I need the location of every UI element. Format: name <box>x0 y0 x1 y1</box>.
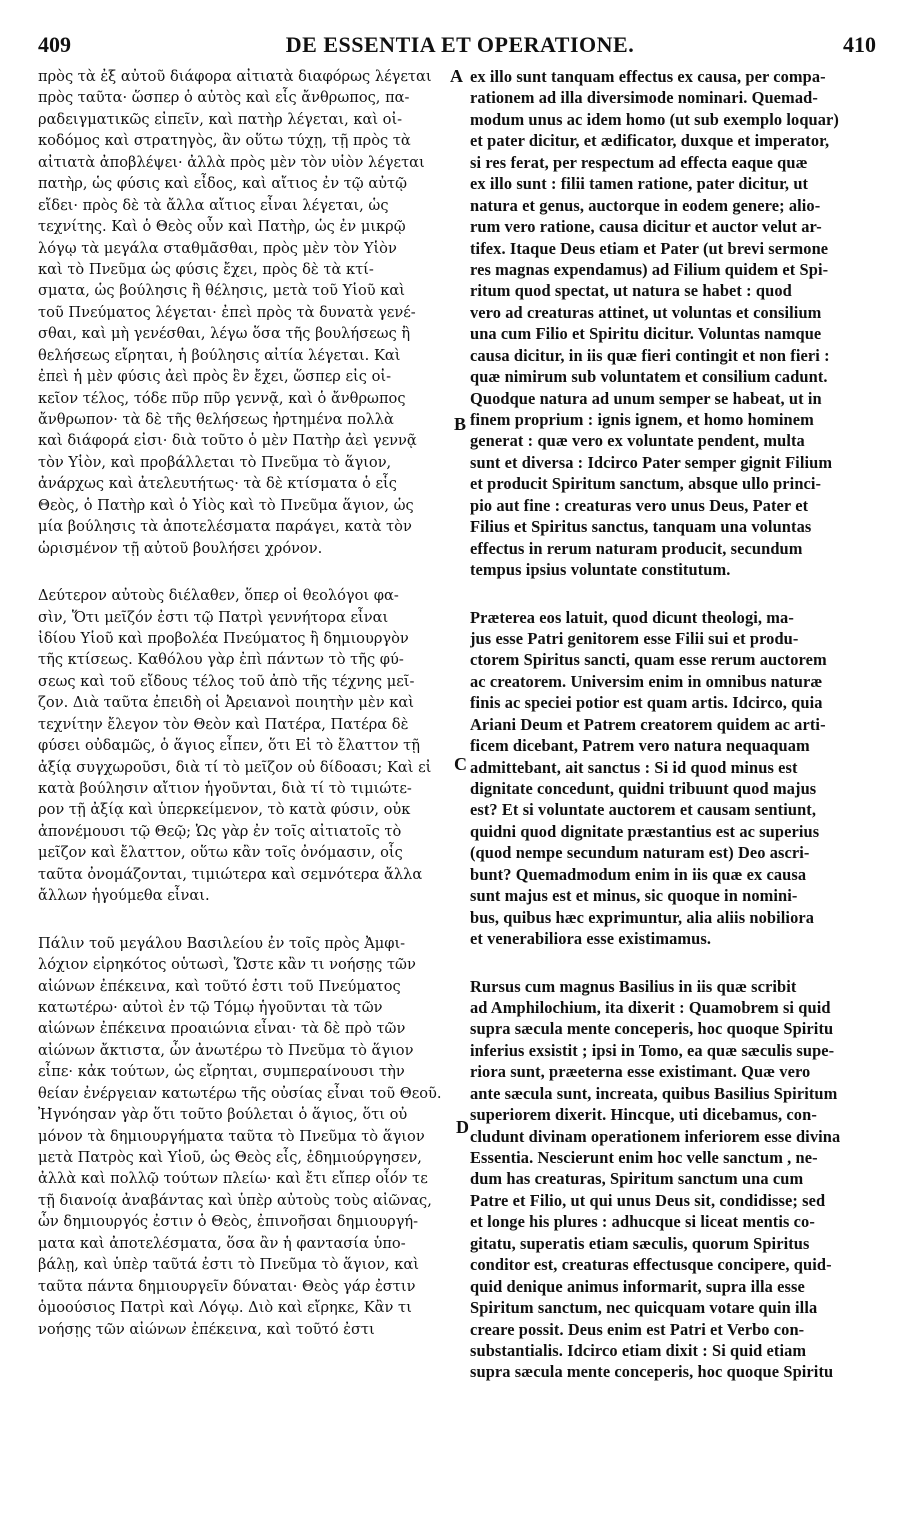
section-marker-d: D <box>456 1117 469 1137</box>
latin-text-line: sunt et diversa : Idcirco Pater semper gignit Filium <box>470 452 833 472</box>
greek-text-line: ὧν δημιουργός ἐστιν ὁ Θεὸς, ἐπινοῆσαι δημιουργή- <box>38 1213 419 1231</box>
latin-text-line: gitatu, superatis etiam sæculis, quorum Spiritus <box>470 1233 810 1253</box>
greek-text-line: Θεὸς, ὁ Πατὴρ καὶ ὁ Υἱὸς καὶ τὸ Πνεῦμα ἅγιον, ὡς <box>38 496 414 514</box>
greek-text-line: ἀξίᾳ συγχωροῦσι, διὰ τί τὸ μεῖζον οὐ δίδοασι; Καὶ εἰ <box>38 758 432 776</box>
greek-text-line: κατωτέρω· αὐτοὶ ἐν τῷ Τόμῳ ἡγοῦνται τὰ τῶν <box>38 998 383 1016</box>
latin-text-line: et producit Spiritum sanctum, absque ullo princi- <box>470 474 822 494</box>
latin-text-line: ad Amphilochium, ita dixerit : Quamobrem si quid <box>470 997 831 1017</box>
latin-text-line: generat : quæ vero ex voluntate pendent, multa <box>470 431 805 451</box>
latin-paragraph <box>470 976 882 1383</box>
greek-paragraph <box>38 66 456 559</box>
greek-text-line: θελήσεως εἴρηται, ἡ βούλησις αἰτία λέγεται. Καὶ <box>38 346 401 364</box>
greek-text-line: καὶ τὸ Πνεῦμα ὡς φύσις ἔχει, πρὸς δὲ τὰ κτί- <box>38 260 374 278</box>
latin-text-line: quidni quod dignitate præstantius est ac superius <box>470 821 820 841</box>
greek-text-line: ἰδίου Υἱοῦ καὶ προβολέα Πνεύματος ἢ δημιουργὸν <box>38 629 409 647</box>
greek-text-line: τοῦ Πνεύματος λέγεται· ἐπεὶ πρὸς τὰ δυνατὰ γενέ- <box>38 303 416 321</box>
greek-text-line: κεῖον τέλος, τόδε πῦρ πῦρ γεννᾷ, καὶ ὁ ἄνθρωπος <box>38 389 406 407</box>
greek-text-line: Ἠγνόησαν γὰρ ὅτι τοῦτο βούλεται ὁ ἅγιος, ὅτι οὐ <box>38 1106 408 1124</box>
section-marker-a: A <box>450 66 463 86</box>
greek-text-line: ἐπεὶ ἡ μὲν φύσις ἀεὶ πρὸς ἓν ἔχει, ὥσπερ εἰς οἰ- <box>38 368 392 386</box>
latin-text-line: ritum quod spectat, ut natura se habet : quod <box>470 281 792 301</box>
greek-text-line: ραδειγματικῶς εἰπεῖν, καὶ πατὴρ λέγεται, καὶ οἰ- <box>38 110 403 128</box>
greek-text-line: Δεύτερον αὐτοὺς διέλαθεν, ὅπερ οἱ θεολόγοι φα- <box>38 587 399 605</box>
latin-text-line: quæ nimirum sub voluntatem et consilium cadunt. <box>470 367 828 387</box>
greek-text-line: ὡρισμένον τῇ αὐτοῦ βουλήσει χρόνον. <box>38 539 323 557</box>
latin-text-line: cludunt divinam operationem inferiorem esse divina <box>470 1126 841 1146</box>
greek-text-line: θείαν ἐνέργειαν κατωτέρω τῆς οὐσίας εἶναι τοῦ Θεοῦ. <box>38 1084 442 1102</box>
latin-text-line: vero ad creaturas attinet, ut voluntas et consilium <box>470 302 822 322</box>
greek-text-line: βάλῃ, καὶ ὑπὲρ ταῦτά ἐστι τὸ Πνεῦμα τὸ ἅγιον, καὶ <box>38 1256 419 1274</box>
latin-text-line: una cum Filio et Spiritu dicitur. Voluntas namque <box>470 324 822 344</box>
latin-text-line: dum has creaturas, Spiritum sanctum una cum <box>470 1169 804 1189</box>
latin-text-line: Essentia. Nescierunt enim hoc velle sanctum , ne- <box>470 1148 818 1167</box>
latin-text-line: res magnas expendamus) ad Filium quidem et Spi- <box>470 259 829 279</box>
greek-text-line: αἰώνων ἐπέκεινα προαιώνια εἶναι· τὰ δὲ πρὸ τῶν <box>38 1020 406 1038</box>
running-title: DE ESSENTIA ET OPERATIONE. <box>285 32 635 57</box>
greek-text-line: τεχνίτης. Καὶ ὁ Θεὸς οὖν καὶ Πατὴρ, ὡς ἐν μικρῷ <box>38 218 406 236</box>
greek-paragraph <box>38 585 456 907</box>
latin-text-line: dignitate concedunt, quidni tribuunt quod majus <box>470 779 817 798</box>
latin-text-line: pio aut fine : creaturas vero unus Deus, Pater et <box>470 495 809 515</box>
latin-text-line: riora sunt, præeterna esse existimant. Quæ vero <box>470 1062 811 1082</box>
latin-text-line: Ariani Deum et Patrem creatorem quidem ac arti- <box>470 714 826 734</box>
greek-text-line: μετὰ Πατρὸς καὶ Υἱοῦ, ὡς Θεὸς εἷς, ἐδημιούργησεν, <box>38 1149 422 1166</box>
latin-text-line: est? Et si voluntate auctorem et causam sentiunt, <box>470 800 817 820</box>
greek-text-line: ζον. Διὰ ταῦτα ἐπειδὴ οἱ Ἀρειανοὶ ποιητὴν μὲν καὶ <box>38 694 414 712</box>
latin-text-line: ficem dicebant, Patrem vero natura nequaquam <box>470 736 810 756</box>
greek-text-line: αἰώνων ἄκτιστα, ὧν ἀνωτέρω τὸ Πνεῦμα τὸ ἅγιον <box>38 1041 414 1059</box>
greek-text-line: σθαι, καὶ μὴ γενέσθαι, λέγω ὅσα τῆς βουλήσεως ἢ <box>38 325 411 343</box>
greek-text-line: αἰτιατὰ ἀποβλέψει· ἀλλὰ πρὸς μὲν τὸν υἱὸν λέγεται <box>38 153 425 171</box>
greek-text-line: μεῖζον καὶ ἔλαττον, οὕτω κἂν τοῖς ὀνόμασιν, οἷς <box>38 844 403 862</box>
latin-text-line: finis ac speciei potior est quam artis. Idcirco, quia <box>470 693 823 713</box>
greek-text-line: εἶπε· κἀκ τούτων, ὡς εἴρηται, συμπεραίνουσι τὴν <box>38 1063 405 1081</box>
latin-text-line: ex illo sunt tanquam effectus ex causa, per compa- <box>470 67 826 86</box>
greek-text-line: μόνον τὰ δημιουργήματα ταῦτα τὸ Πνεῦμα τὸ ἅγιον <box>38 1127 425 1145</box>
section-marker-b: B <box>454 414 467 434</box>
greek-text-line: ἀνάρχως καὶ ἀτελευτήτως· τὰ δὲ κτίσματα ὁ εἷς <box>38 475 397 493</box>
greek-text-line: ἀπονέμουσι τῷ Θεῷ; Ὡς γὰρ ἐν τοῖς αἰτιατοῖς τὸ <box>38 822 402 840</box>
page-header <box>30 32 890 62</box>
latin-text-line: rum vero ratione, causa dicitur et auctor velut ar- <box>470 217 822 237</box>
latin-text-line: causa dicitur, in iis quæ fieri contingit et non fieri : <box>470 345 830 365</box>
latin-text-line: quid denique animus informarit, supra illa esse <box>470 1276 805 1296</box>
greek-text-line: σεως καὶ τοῦ εἴδους τέλος τοῦ ἀπὸ τῆς τέχνης μεῖ- <box>38 672 415 690</box>
latin-text-line: supra sæcula mente conceperis, hoc quoque Spiritu <box>470 1362 834 1382</box>
latin-text-line: Spiritum sanctum, nec quicquam votare quin illa <box>470 1298 818 1318</box>
latin-text-line: finem proprium : ignis ignem, et homo hominem <box>470 410 814 429</box>
greek-text-line: σματα, ὡς βούλησις ἢ θέλησις, μετὰ τοῦ Υἱοῦ καὶ <box>38 282 405 300</box>
greek-text-line: τὸν Υἱὸν, καὶ προβάλλεται τὸ Πνεῦμα τὸ ἅγιον, <box>38 453 392 471</box>
latin-text-line: rationem ad illa diversimode nominari. Quemad- <box>470 88 818 108</box>
latin-text-line: et pater dicitur, et ædificator, duxque et imperator, <box>470 131 830 151</box>
greek-text-line: ματα καὶ ἀποτελέσματα, ὅσα ἂν ἡ φαντασία ὑπο- <box>38 1234 406 1252</box>
greek-text-line: κατὰ βούλησιν αἴτιον ἡγοῦνται, διὰ τί τὸ τιμιώτε- <box>38 780 412 797</box>
latin-text-line: et longe his plures : adhucque si liceat mentis co- <box>470 1212 815 1232</box>
greek-text-line: τῆς κτίσεως. Καθόλου γὰρ ἐπὶ πάντων τὸ τῆς φύ- <box>38 651 404 669</box>
latin-text-line: ctorem Spiritus sancti, quam esse rerum auctorem <box>470 650 827 670</box>
latin-text-line: admittebant, ait sanctus : Si id quod minus est <box>470 757 798 777</box>
latin-paragraph <box>470 66 882 581</box>
greek-text-line: ταῦτα πάντα δημιουργεῖν δύναται· Θεὸς γάρ ἐστιν <box>38 1277 416 1295</box>
latin-text-line: modum unus ac idem homo (ut sub exemplo loquar) <box>470 109 839 129</box>
latin-text-line: ex illo sunt : filii tamen ratione, pater dicitur, ut <box>470 174 809 194</box>
greek-text-line: εἴδει· πρὸς δὲ τὰ ἄλλα αἴτιος εἶναι λέγεται, ὡς <box>38 196 389 214</box>
greek-text-line: ἄλλων ἡγούμεθα εἶναι. <box>38 887 210 905</box>
latin-text-line: (quod nempe secundum naturam est) Deo ascri- <box>470 843 810 863</box>
greek-text-line: ἀλλὰ καὶ πολλῷ τούτων πλείω· καὶ ἔτι εἴπερ οἷόν τε <box>38 1170 428 1188</box>
page-number-left: 409 <box>38 32 71 57</box>
latin-text-line: effectus in rerum naturam producit, secundum <box>470 538 803 558</box>
latin-text-line: Rursus cum magnus Basilius in iis quæ scribit <box>470 976 797 996</box>
greek-text-line: φύσει οὐδαμῶς, ὁ ἅγιος εἶπεν, ὅτι Εἰ τὸ ἔλαττον τῇ <box>38 737 420 755</box>
latin-text-line: Quodque natura ad unum semper se habeat, ut in <box>470 388 822 408</box>
latin-text-line: sunt majus est et minus, sic quoque in nomini- <box>470 886 798 906</box>
latin-column <box>470 66 882 1522</box>
latin-text-line: Patre et Filio, ut qui unus Deus sit, condidisse; sed <box>470 1190 826 1210</box>
latin-text-line: superiorem dixerit. Hincque, uti dicebamus, con- <box>470 1105 817 1125</box>
latin-text-line: bus, quibus hæc exprimuntur, alia aliis nobiliora <box>470 907 815 927</box>
greek-text-line: ταῦτα ὀνομάζονται, τιμιώτερα καὶ σεμνότερα ἄλλα <box>38 865 423 883</box>
latin-text-line: tempus ipsius voluntate constitutum. <box>470 560 731 580</box>
latin-text-line: conditor est, creaturas effectusque concipere, quid- <box>470 1255 832 1275</box>
latin-text-line: et venerabiliora esse existimamus. <box>470 929 712 949</box>
greek-text-line: μία βούλησις τὰ ἀποτελέσματα παράγει, κατὰ τὸν <box>38 518 412 536</box>
latin-text-line: ante sæcula sunt, increata, quibus Basilius Spiritum <box>470 1083 838 1103</box>
greek-text-line: σὶν, Ὅτι μεῖζόν ἐστι τῷ Πατρὶ γεννήτορα εἶναι <box>38 608 389 626</box>
section-marker-c: C <box>454 754 467 774</box>
greek-paragraph <box>38 933 456 1340</box>
latin-text-line: tifex. Itaque Deus etiam et Pater (ut brevi sermone <box>470 238 829 258</box>
latin-text-line: substantialis. Idcirco etiam dixit : Si quid etiam <box>470 1340 807 1360</box>
greek-text-line: ἄνθρωπον· τὰ δὲ τῆς θελήσεως ἠρτημένα πολλὰ <box>38 411 394 428</box>
latin-text-line: natura et genus, auctorque in eodem genere; alio- <box>470 195 821 215</box>
greek-text-line: κοδόμος καὶ στρατηγὸς, ἂν οὕτω τύχῃ, τῇ πρὸς τὰ <box>38 132 411 150</box>
page-number-right: 410 <box>843 32 876 57</box>
latin-text-line: Filius et Spiritus sanctus, tanquam una voluntas <box>470 517 812 537</box>
greek-text-line: ὁμοούσιος Πατρὶ καὶ Λόγῳ. Διὸ καὶ εἴρηκε, Κἂν τι <box>38 1299 412 1317</box>
latin-text-line: inferius exsistit ; ipsi in Tomo, ea quæ sæculis supe- <box>470 1040 835 1060</box>
latin-text-line: si res ferat, per respectum ad effecta eaque quæ <box>470 152 808 172</box>
latin-text-line: jus esse Patri genitorem esse Filii sui et produ- <box>470 628 799 648</box>
greek-text-line: τῇ διανοίᾳ ἀναβάντας καὶ ὑπὲρ αὐτοὺς τοὺς αἰῶνας, <box>38 1191 432 1209</box>
greek-column <box>38 66 456 1522</box>
greek-text-line: πρὸς τὰ ἐξ αὐτοῦ διάφορα αἰτιατὰ διαφόρως λέγεται <box>38 68 432 85</box>
latin-text-line: Præterea eos latuit, quod dicunt theologi, ma- <box>470 607 794 627</box>
greek-text-line: Πάλιν τοῦ μεγάλου Βασιλείου ἐν τοῖς πρὸς Ἀμφι- <box>38 934 406 952</box>
latin-text-line: ac creatorem. Universim enim in omnibus naturæ <box>470 671 823 691</box>
greek-text-line: πατὴρ, ὡς φύσις καὶ εἶδος, καὶ αἴτιος ἐν τῷ αὐτῷ <box>38 175 408 193</box>
greek-text-line: τεχνίτην ἔλεγον τὸν Θεὸν καὶ Πατέρα, Πατέρα δὲ <box>38 715 409 733</box>
latin-paragraph <box>470 607 882 950</box>
latin-text-line: creare possit. Deus enim est Patri et Verbo con- <box>470 1319 805 1339</box>
latin-text-line: bunt? Quemadmodum enim in iis quæ ex causa <box>470 864 807 884</box>
greek-text-line: καὶ διάφορά εἰσι· διὰ τοῦτο ὁ μὲν Πατὴρ ἀεὶ γεννᾷ <box>38 432 417 450</box>
greek-text-line: λόχιον εἰρηκότος οὑτωσὶ, Ὥστε κἂν τι νοήσῃς τῶν <box>38 956 416 974</box>
greek-text-line: πρὸς ταῦτα· ὥσπερ ὁ αὐτὸς καὶ εἷς ἄνθρωπος, πα- <box>38 89 410 107</box>
greek-text-line: αἰώνων ἐπέκεινα, καὶ τοῦτό ἐστι τοῦ Πνεύματος <box>38 977 401 995</box>
greek-text-line: λόγῳ τὰ μεγάλα σταθμᾶσθαι, πρὸς μὲν τὸν Υἱὸν <box>38 239 397 257</box>
latin-text-line: supra sæcula mente conceperis, hoc quoque Spiritu <box>470 1019 834 1039</box>
greek-text-line: ρον τῇ ἀξίᾳ καὶ ὑπερκείμενον, τὸ κατὰ φύσιν, οὐκ <box>38 801 411 819</box>
greek-text-line: νοήσῃς τῶν αἰώνων ἐπέκεινα, καὶ τοῦτό ἐστι <box>38 1320 375 1338</box>
